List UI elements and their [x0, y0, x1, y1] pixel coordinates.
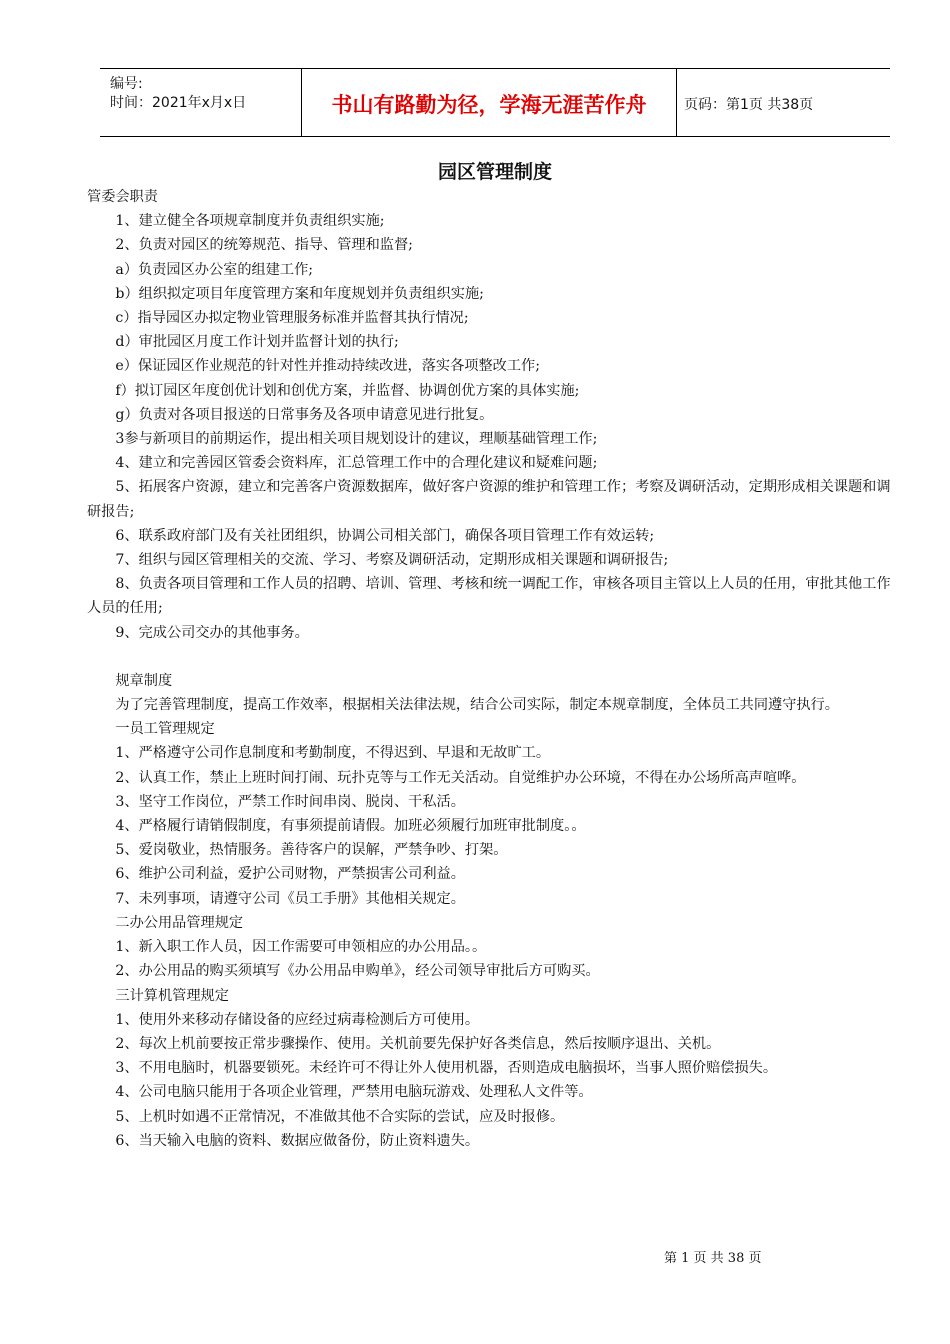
body-paragraph: d）审批园区月度工作计划并监督计划的执行;: [115, 334, 399, 351]
body-paragraph: f）拟订园区年度创优计划和创优方案，并监督、协调创优方案的具体实施;: [115, 382, 580, 399]
body-paragraph: 1、建立健全各项规章制度并负责组织实施;: [115, 213, 385, 230]
body-paragraph: 1、使用外来移动存储设备的应经过病毒检测后方可使用。: [115, 1011, 480, 1028]
body-paragraph: 9、完成公司交办的其他事务。: [115, 624, 309, 641]
header-page-code: 页码：第1页 共38页: [684, 97, 814, 113]
document-body: [87, 185, 903, 1153]
body-paragraph: 2、每次上机前要按正常步骤操作、使用。关机前要先保护好各类信息，然后按顺序退出、关机。: [115, 1035, 721, 1052]
body-paragraph: 3、不用电脑时，机器要锁死。未经许可不得让外人使用机器，否则造成电脑损坏，当事人照价赔偿损失。: [115, 1060, 778, 1077]
body-paragraph: 3、坚守工作岗位，严禁工作时间串岗、脱岗、干私活。: [115, 793, 465, 810]
document-number-label: 编号:: [110, 76, 143, 92]
body-paragraph: 7、未列事项，请遵守公司《员工手册》其他相关规定。: [115, 890, 465, 907]
document-date: 时间：2021年x月x日: [110, 95, 247, 111]
body-paragraph: 4、公司电脑只能用于各项企业管理，严禁用电脑玩游戏、处理私人文件等。: [115, 1084, 593, 1101]
body-paragraph: b）组织拟定项目年度管理方案和年度规划并负责组织实施;: [115, 285, 484, 302]
body-paragraph: 7、组织与园区管理相关的交流、学习、考察及调研活动，定期形成相关课题和调研报告;: [115, 552, 669, 569]
body-paragraph: 6、当天输入电脑的资料、数据应做备份，防止资料遗失。: [115, 1132, 480, 1149]
body-paragraph: 规章制度: [115, 672, 173, 689]
page-footer: 第 1 页 共 38 页: [664, 1251, 762, 1266]
body-paragraph: 2、负责对园区的统筹规范、指导、管理和监督;: [115, 237, 413, 254]
body-paragraph: e）保证园区作业规范的针对性并推动持续改进，落实各项整改工作;: [115, 358, 541, 375]
body-paragraph: a）负责园区办公室的组建工作;: [115, 261, 314, 278]
header-page-cell: [677, 69, 890, 136]
body-paragraph: 5、拓展客户资源，建立和完善客户资源数据库，做好客户资源的维护和管理工作；考察及调研活动，定期形成相关课题和调研报告;: [87, 479, 891, 520]
body-paragraph: 管委会职责: [87, 189, 158, 205]
body-paragraph: 三计算机管理规定: [115, 987, 229, 1004]
header-info-cell: [100, 69, 302, 136]
body-paragraph: g）负责对各项目报送的日常事务及各项申请意见进行批复。: [115, 406, 494, 423]
body-paragraph: 6、联系政府部门及有关社团组织，协调公司相关部门，确保各项目管理工作有效运转;: [115, 527, 655, 544]
body-paragraph: 二办公用品管理规定: [115, 914, 244, 931]
body-paragraph: 4、建立和完善园区管委会资料库，汇总管理工作中的合理化建议和疑难问题;: [115, 455, 598, 472]
body-paragraph: 1、新入职工作人员，因工作需要可申领相应的办公用品。。: [115, 939, 487, 956]
blank-line: [87, 645, 903, 669]
body-paragraph: 一员工管理规定: [115, 721, 215, 738]
body-paragraph: 4、严格履行请销假制度，有事须提前请假。加班必须履行加班审批制度。。: [115, 818, 586, 835]
body-paragraph: 3参与新项目的前期运作，提出相关项目规划设计的建议，理顺基础管理工作;: [115, 431, 598, 448]
body-paragraph: 8、负责各项目管理和工作人员的招聘、培训、管理、考核和统一调配工作，审核各项目主管以上人员的任用，审批其他工作人员的任用;: [87, 576, 891, 617]
body-paragraph: 6、维护公司利益，爱护公司财物，严禁损害公司利益。: [115, 866, 465, 883]
header-motto-cell: [302, 69, 677, 136]
body-paragraph: 5、上机时如遇不正常情况，不准做其他不合实际的尝试，应及时报修。: [115, 1108, 565, 1125]
document-header: [100, 68, 890, 137]
body-paragraph: 2、办公用品的购买须填写《办公用品申购单》，经公司领导审批后方可购买。: [115, 963, 600, 980]
body-paragraph: 2、认真工作，禁止上班时间打闹、玩扑克等与工作无关活动。自觉维护办公环境，不得在办公场所高声喧哗。: [115, 769, 806, 786]
body-paragraph: 1、严格遵守公司作息制度和考勤制度，不得迟到、早退和无故旷工。: [115, 745, 551, 762]
body-paragraph: 5、爱岗敬业，热情服务。善待客户的误解，严禁争吵、打架。: [115, 842, 508, 859]
header-motto: 书山有路勤为径，学海无涯苦作舟: [331, 93, 647, 117]
body-paragraph: c）指导园区办拟定物业管理服务标准并监督其执行情况;: [115, 310, 469, 327]
body-paragraph: 为了完善管理制度，提高工作效率，根据相关法律法规，结合公司实际，制定本规章制度，全体员工共同遵守执行。: [115, 697, 839, 714]
document-title: 园区管理制度: [437, 161, 552, 183]
